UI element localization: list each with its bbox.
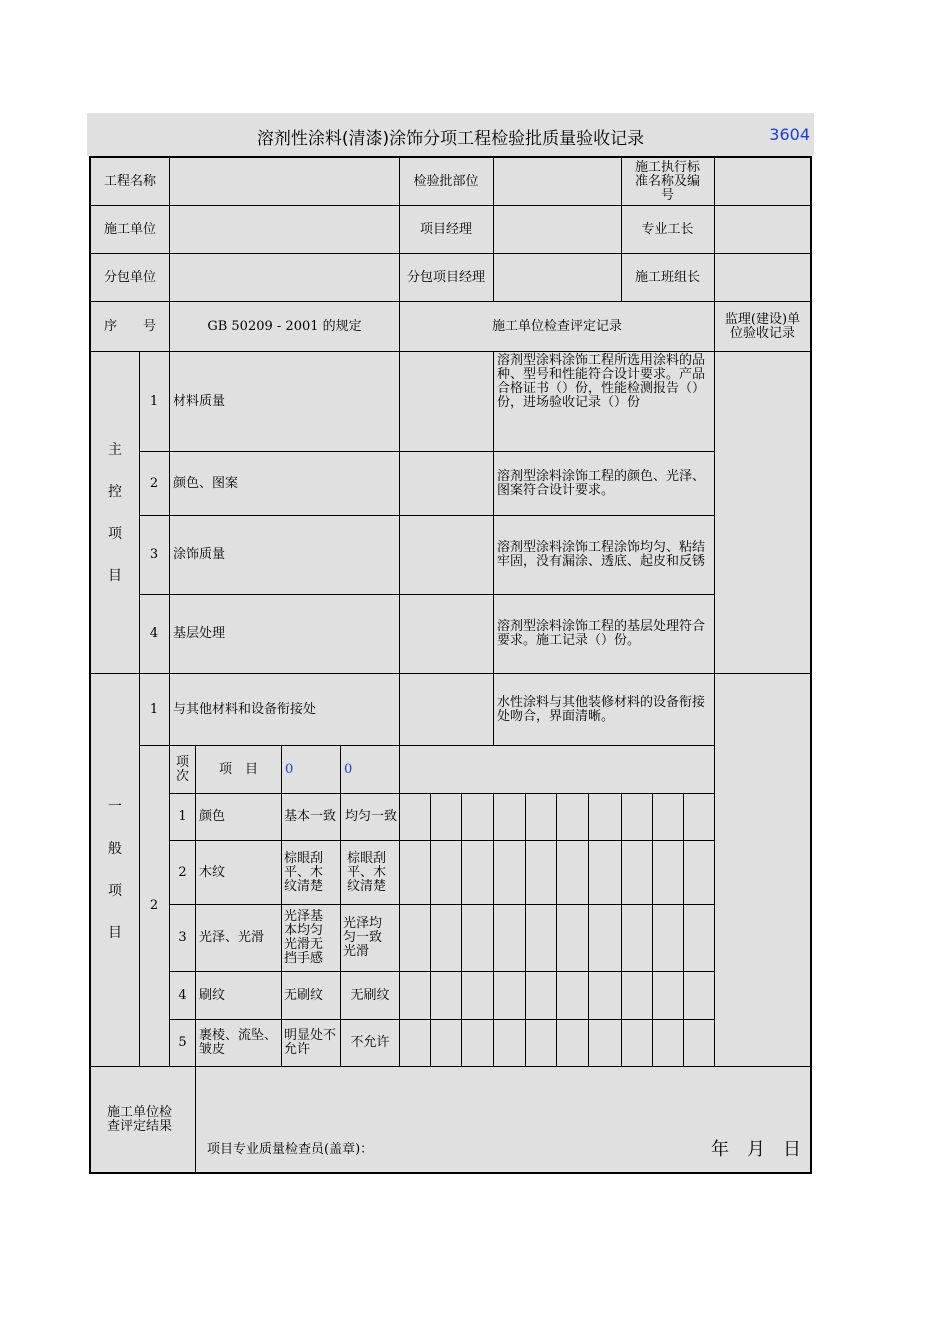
sub-row-a: 明显处不允许: [284, 1028, 337, 1057]
col-rule: GB 50209 - 2001 的规定: [207, 318, 362, 334]
footer-inspector: 项目专业质量检查员(盖章)：: [207, 1142, 374, 1157]
project-manager-field[interactable]: [494, 206, 621, 253]
sub-row-b: 不允许: [350, 1035, 390, 1050]
label-construction-unit: 施工单位: [103, 221, 156, 237]
batch-location-field[interactable]: [494, 158, 621, 205]
label-standard: 施工执行标准名称及编号: [634, 159, 700, 203]
sub-col-seq: 项次: [175, 754, 189, 784]
subcontractor-field[interactable]: [170, 254, 399, 301]
main-item-no: 1: [149, 393, 159, 409]
main-item-no: 4: [149, 626, 159, 641]
main-item-no: 2: [149, 475, 159, 491]
sub-row-name: 裹棱、流坠、皱皮: [199, 1028, 278, 1057]
sub-manager-field[interactable]: [494, 254, 621, 301]
team-leader-field[interactable]: [715, 254, 810, 301]
sub-col-item: 项 目: [218, 761, 258, 777]
inspection-form: [89, 156, 812, 1174]
general-item-desc: 水性涂料与其他装修材料的设备衔接处吻合，界面清晰。: [497, 694, 706, 724]
main-item-desc: 溶剂型涂料涂饰工程涂饰均匀、粘结牢固，没有漏涂、透底、起皮和反锈: [497, 540, 706, 569]
general-item-no: 1: [149, 701, 159, 717]
main-item-name: 涂饰质量: [173, 547, 226, 562]
sub-row-no: 4: [178, 987, 187, 1003]
main-item-name: 基层处理: [173, 626, 226, 641]
main-item-name: 颜色、图案: [173, 475, 239, 491]
main-item-name: 材料质量: [173, 393, 226, 409]
sub-row-no: 1: [178, 809, 187, 824]
general-item-no: 2: [149, 898, 159, 913]
label-project-manager: 项目经理: [419, 221, 472, 237]
sub-row-name: 颜色: [199, 809, 226, 824]
col-seq: 序 号: [103, 318, 156, 334]
sub-row-name: 光泽、光滑: [199, 930, 265, 945]
title-bar: [87, 113, 814, 156]
standard-field[interactable]: [715, 158, 810, 205]
sub-col-value-1: 0: [285, 761, 294, 777]
sub-row-a: 光泽基本均匀光滑无挡手感: [284, 909, 324, 966]
footer-label: 施工单位检查评定结果: [107, 1104, 173, 1134]
label-project-name: 工程名称: [103, 173, 156, 189]
main-control-label: 主 控 项 目: [108, 441, 122, 584]
project-name-field[interactable]: [170, 158, 399, 205]
sub-row-b: 棕眼刮平、木纹清楚: [347, 850, 387, 894]
label-batch-location: 检验批部位: [413, 173, 479, 189]
sub-row-a: 棕眼刮平、木纹清楚: [284, 850, 324, 894]
main-item-desc: 溶剂型涂料涂饰工程的颜色、光泽、图案符合设计要求。: [497, 468, 706, 498]
sub-row-a: 基本一致: [284, 809, 337, 824]
main-item-desc: 溶剂型涂料涂饰工程的基层处理符合要求。施工记录（）份。: [497, 619, 706, 648]
sub-row-no: 2: [178, 864, 187, 880]
col-supervision: 监理(建设)单位验收记录: [724, 311, 801, 341]
sub-row-b: 无刷纹: [350, 987, 390, 1003]
sub-row-a: 无刷纹: [284, 987, 324, 1003]
sub-row-name: 木纹: [199, 864, 226, 880]
sub-row-b: 光泽均匀一致光滑: [343, 916, 383, 959]
main-item-no: 3: [149, 547, 159, 562]
footer-date: 年 月 日: [711, 1139, 801, 1160]
form-code: 3604: [769, 125, 810, 144]
page-title: 溶剂性涂料(清漆)涂饰分项工程检验批质量验收记录: [256, 129, 645, 149]
label-subcontractor: 分包单位: [103, 269, 156, 285]
sub-row-b: 均匀一致: [344, 809, 397, 824]
col-eval: 施工单位检查评定记录: [491, 318, 622, 334]
foreman-field[interactable]: [715, 206, 810, 253]
sub-row-no: 5: [178, 1035, 187, 1050]
general-item-name: 与其他材料和设备衔接处: [173, 701, 317, 717]
main-item-desc: 溶剂型涂料涂饰工程所选用涂料的品种、型号和性能符合设计要求。产品合格证书（）份，性能检测报告（）份，进场验收记录（）份: [497, 353, 706, 410]
label-sub-manager: 分包项目经理: [406, 269, 485, 285]
sub-row-name: 刷纹: [199, 987, 226, 1003]
label-foreman: 专业工长: [641, 221, 694, 237]
construction-unit-field[interactable]: [170, 206, 399, 253]
general-label: 一 般 项 目: [108, 799, 122, 941]
sub-row-no: 3: [178, 930, 187, 945]
sub-col-value-2: 0: [344, 761, 353, 777]
label-team-leader: 施工班组长: [634, 269, 700, 285]
